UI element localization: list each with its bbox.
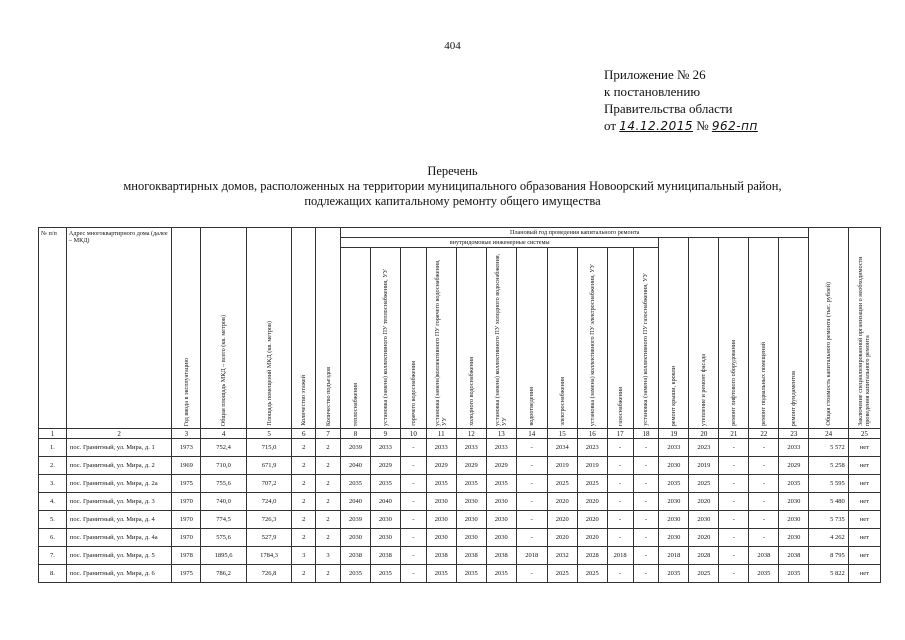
table-cell: 2 (292, 529, 316, 547)
table-cell: 2033 (370, 439, 400, 457)
number-label: № (696, 118, 709, 133)
table-cell: 2028 (577, 547, 607, 565)
header-cold-water: холодного водоснабжения (456, 248, 486, 429)
address-cell: пос. Гранитный, ул. Мира, д. 3 (66, 493, 171, 511)
table-cell: 740,0 (201, 493, 247, 511)
address-cell: пос. Гранитный, ул. Мира, д. 1 (66, 439, 171, 457)
table-cell: 2039 (340, 511, 370, 529)
table-cell: 2034 (547, 439, 577, 457)
address-cell: пос. Гранитный, ул. Мира, д. 6 (66, 565, 171, 583)
table-cell: - (633, 511, 659, 529)
table-cell: 2038 (779, 547, 809, 565)
table-cell: - (719, 475, 749, 493)
header-num: № п/п (39, 228, 67, 429)
table-cell: 2020 (577, 493, 607, 511)
table-cell: 2035 (486, 475, 516, 493)
table-cell: 1970 (172, 493, 201, 511)
table-cell: - (749, 493, 779, 511)
table-cell: 6. (39, 529, 67, 547)
table-cell: - (719, 547, 749, 565)
table-cell: 2030 (779, 493, 809, 511)
table-cell: 774,5 (201, 511, 247, 529)
table-row (39, 493, 881, 511)
table-cell: - (749, 529, 779, 547)
header-entrances: Количество подъездов (316, 228, 341, 429)
table-cell: 1. (39, 439, 67, 457)
column-number: 9 (370, 429, 400, 439)
header-electricity-meter: установка (замена) коллективного ПУ электроснабжения, УУ (577, 248, 607, 429)
column-number: 25 (848, 429, 880, 439)
column-number: 14 (516, 429, 547, 439)
table-cell: 2020 (689, 529, 719, 547)
column-number: 8 (340, 429, 370, 439)
table-cell: 755,6 (201, 475, 247, 493)
table-cell: нет (848, 439, 880, 457)
table-cell: 752,4 (201, 439, 247, 457)
table-cell: 724,0 (246, 493, 292, 511)
table-cell: 2029 (486, 457, 516, 475)
table-cell: 1978 (172, 547, 201, 565)
table-cell: - (607, 511, 633, 529)
title-line-2: многоквартирных домов, расположенных на территории муниципального образования Новоорский муниципальный район, (123, 179, 782, 193)
header-facade: утепление и ремонт фасада (689, 238, 719, 429)
table-cell: - (749, 475, 779, 493)
header-address: Адрес многоквартирного дома (далее – МКД) (66, 228, 171, 429)
table-cell: 2040 (340, 493, 370, 511)
table-cell: 2019 (547, 457, 577, 475)
header-plan-group: Плановый год проведения капитального ремонта (340, 228, 809, 238)
table-cell: 786,2 (201, 565, 247, 583)
table-cell: 2 (316, 529, 341, 547)
table-cell: - (749, 511, 779, 529)
column-number: 11 (426, 429, 456, 439)
table-cell: 5 572 (809, 439, 848, 457)
address-cell: пос. Гранитный, ул. Мира, д. 4 (66, 511, 171, 529)
table-cell: 5. (39, 511, 67, 529)
table-cell: 2020 (689, 493, 719, 511)
table-cell: 2 (316, 565, 341, 583)
table-cell: 2 (316, 475, 341, 493)
table-cell: 2035 (370, 475, 400, 493)
header-elevator: ремонт лифтового оборудования (719, 238, 749, 429)
table-cell: 8 795 (809, 547, 848, 565)
table-cell: - (400, 511, 426, 529)
table-cell: 2035 (659, 565, 689, 583)
table-cell: 2 (316, 511, 341, 529)
table-cell: 4. (39, 493, 67, 511)
appendix-block (604, 66, 758, 135)
table-cell: 671,9 (246, 457, 292, 475)
header-premises-area: Площадь помещений МКД (кв. метров) (246, 228, 292, 429)
table-cell: 2030 (456, 493, 486, 511)
table-cell: - (719, 511, 749, 529)
table-cell: нет (848, 565, 880, 583)
table-cell: - (607, 493, 633, 511)
table-cell: 2028 (689, 547, 719, 565)
table-cell: 2033 (486, 439, 516, 457)
table-cell: 2035 (456, 475, 486, 493)
table-cell: 2018 (607, 547, 633, 565)
column-number: 21 (719, 429, 749, 439)
table-cell: 2030 (659, 493, 689, 511)
table-cell: 726,8 (246, 565, 292, 583)
table-cell: 5 595 (809, 475, 848, 493)
page-number: 404 (444, 40, 461, 52)
header-gas: газоснабжения (607, 248, 633, 429)
header-hot-water-meter: установка (замена)коллективного ПУ горячего водоснабжения, УУ (426, 248, 456, 429)
address-cell: пос. Гранитный, ул. Мира, д. 2а (66, 475, 171, 493)
table-cell: 2 (292, 475, 316, 493)
header-heating: теплоснабжения (340, 248, 370, 429)
table-cell: 2040 (340, 457, 370, 475)
header-gas-meter: установка (замена) коллективного ПУ газоснабжения, УУ (633, 248, 659, 429)
table-cell: - (749, 457, 779, 475)
table-cell: - (516, 565, 547, 583)
header-expertise: Заключение специализированной организации о необходимости проведения капитального ремонта (848, 228, 880, 429)
column-number: 10 (400, 429, 426, 439)
table-cell: 2035 (779, 475, 809, 493)
table-cell: 2030 (456, 511, 486, 529)
table-cell: - (749, 439, 779, 457)
address-cell: пос. Гранитный, ул. Мира, д. 5 (66, 547, 171, 565)
table-cell: 2035 (779, 565, 809, 583)
table-cell: 2035 (370, 565, 400, 583)
table-cell: 4 262 (809, 529, 848, 547)
table-cell: 2030 (486, 493, 516, 511)
table-cell: 1973 (172, 439, 201, 457)
table-cell: 2029 (370, 457, 400, 475)
table-cell: 2030 (659, 529, 689, 547)
table-cell: 2025 (577, 475, 607, 493)
table-cell: нет (848, 547, 880, 565)
table-cell: - (400, 493, 426, 511)
table-cell: 5 480 (809, 493, 848, 511)
table-cell: - (633, 565, 659, 583)
table-cell: 2030 (426, 511, 456, 529)
table-cell: 2035 (456, 565, 486, 583)
table-cell: 2025 (577, 565, 607, 583)
table-cell: 2 (292, 493, 316, 511)
column-number: 6 (292, 429, 316, 439)
table-cell: 1784,3 (246, 547, 292, 565)
table-cell: 2030 (426, 493, 456, 511)
table-cell: 707,2 (246, 475, 292, 493)
table-cell: 2030 (426, 529, 456, 547)
table-cell: - (607, 529, 633, 547)
table-cell: 2025 (547, 475, 577, 493)
column-number: 13 (486, 429, 516, 439)
column-number: 17 (607, 429, 633, 439)
from-label: от (604, 118, 617, 133)
table-cell: 8. (39, 565, 67, 583)
table-cell: 527,9 (246, 529, 292, 547)
repair-schedule-table (38, 227, 881, 583)
header-electricity: электроснабжения (547, 248, 577, 429)
table-cell: 710,0 (201, 457, 247, 475)
table-row (39, 457, 881, 475)
table-cell: 2035 (749, 565, 779, 583)
table-cell: - (516, 511, 547, 529)
table-cell: 2020 (547, 529, 577, 547)
table-body (39, 439, 881, 583)
table-row (39, 547, 881, 565)
table-cell: 2035 (340, 565, 370, 583)
table-cell: - (719, 529, 749, 547)
table-cell: - (633, 529, 659, 547)
table-cell: 726,3 (246, 511, 292, 529)
table-cell: 2030 (659, 511, 689, 529)
table-cell: 3 (316, 547, 341, 565)
table-cell: 2030 (486, 511, 516, 529)
table-cell: 2038 (749, 547, 779, 565)
table-cell: 2030 (486, 529, 516, 547)
table-cell: 2032 (547, 547, 577, 565)
table-row (39, 565, 881, 583)
appendix-line-3: Правительства области (604, 101, 733, 116)
table-cell: 2019 (689, 457, 719, 475)
table-cell: 2020 (577, 511, 607, 529)
table-cell: 2033 (779, 439, 809, 457)
column-number: 16 (577, 429, 607, 439)
appendix-line-1: Приложение № 26 (604, 67, 706, 82)
header-systems-group: внутридомовые инженерные системы (340, 238, 658, 248)
table-cell: 2 (292, 457, 316, 475)
table-cell: 2018 (516, 547, 547, 565)
header-floors: Количество этажей (292, 228, 316, 429)
table-cell: - (400, 529, 426, 547)
header-year-built: Год ввода в эксплуатацию (172, 228, 201, 429)
column-number: 3 (172, 429, 201, 439)
table-cell: - (633, 547, 659, 565)
table-cell: - (633, 475, 659, 493)
table-cell: 2040 (370, 493, 400, 511)
table-cell: - (516, 493, 547, 511)
column-number: 23 (779, 429, 809, 439)
column-number: 12 (456, 429, 486, 439)
table-row (39, 475, 881, 493)
column-number: 18 (633, 429, 659, 439)
table-cell: 3 (292, 547, 316, 565)
table-cell: - (719, 493, 749, 511)
table-cell: 2033 (426, 439, 456, 457)
table-cell: 2030 (689, 511, 719, 529)
address-cell: пос. Гранитный, ул. Мира, д. 2 (66, 457, 171, 475)
table-cell: 2 (292, 439, 316, 457)
table-cell: 2035 (426, 475, 456, 493)
column-number: 24 (809, 429, 848, 439)
table-cell: 2030 (370, 511, 400, 529)
table-cell: 1970 (172, 511, 201, 529)
table-row (39, 439, 881, 457)
table-cell: 2030 (779, 511, 809, 529)
table-cell: 2029 (426, 457, 456, 475)
column-number: 7 (316, 429, 341, 439)
table-cell: 2023 (577, 439, 607, 457)
table-cell: нет (848, 475, 880, 493)
column-number: 19 (659, 429, 689, 439)
column-number-row (39, 429, 881, 439)
table-cell: - (400, 547, 426, 565)
table-cell: - (633, 439, 659, 457)
table-cell: 2 (292, 565, 316, 583)
table-cell: - (400, 439, 426, 457)
table-cell: 2038 (486, 547, 516, 565)
table-cell: 2033 (659, 439, 689, 457)
table-cell: 2038 (426, 547, 456, 565)
table-cell: 5 822 (809, 565, 848, 583)
table-cell: 2030 (659, 457, 689, 475)
table-cell: 2018 (659, 547, 689, 565)
table-cell: - (633, 457, 659, 475)
table-cell: - (607, 457, 633, 475)
column-number: 5 (246, 429, 292, 439)
table-cell: 2038 (340, 547, 370, 565)
column-number: 2 (66, 429, 171, 439)
table-cell: 2035 (486, 565, 516, 583)
table-cell: - (719, 439, 749, 457)
address-cell: пос. Гранитный, ул. Мира, д. 4а (66, 529, 171, 547)
header-total-area: Общая площадь МКД – всего (кв. метров) (201, 228, 247, 429)
table-cell: 5 735 (809, 511, 848, 529)
header-heating-meter: установка (замена) коллективного ПУ теплоснабжения, УУ (370, 248, 400, 429)
table-cell: 715,0 (246, 439, 292, 457)
table-cell: 2020 (547, 493, 577, 511)
table-cell: 2 (316, 457, 341, 475)
table-cell: 2 (292, 511, 316, 529)
table-cell: 2 (316, 493, 341, 511)
decree-date: 14.12.2015 (619, 119, 693, 133)
table-cell: 2 (316, 439, 341, 457)
table-cell: 2029 (779, 457, 809, 475)
table-cell: нет (848, 457, 880, 475)
table-cell: 2038 (370, 547, 400, 565)
table-cell: 2030 (456, 529, 486, 547)
header-cold-water-meter: установка (замена) коллективного ПУ холодного водоснабжения, УУ (486, 248, 516, 429)
table-cell: - (400, 565, 426, 583)
column-number: 15 (547, 429, 577, 439)
table-cell: нет (848, 529, 880, 547)
table-row (39, 511, 881, 529)
document-title (60, 164, 845, 209)
appendix-line-2: к постановлению (604, 84, 701, 99)
table-cell: 2033 (456, 439, 486, 457)
header-drainage: водоотведения (516, 248, 547, 429)
table-cell: 2030 (779, 529, 809, 547)
table-cell: 2039 (340, 439, 370, 457)
table-cell: - (516, 475, 547, 493)
table-cell: 1970 (172, 529, 201, 547)
table-cell: 2025 (689, 565, 719, 583)
table-cell: - (516, 439, 547, 457)
header-roof: ремонт крыши, кровли (659, 238, 689, 429)
table-cell: 7. (39, 547, 67, 565)
header-foundation: ремонт фундаментов (779, 238, 809, 429)
table-cell: 2. (39, 457, 67, 475)
table-cell: 3. (39, 475, 67, 493)
table-cell: - (633, 493, 659, 511)
table-cell: - (607, 475, 633, 493)
header-total-cost: Общая стоимость капитального ремонта (тыс. рублей) (809, 228, 848, 429)
table-row (39, 529, 881, 547)
table-cell: - (400, 457, 426, 475)
column-number: 20 (689, 429, 719, 439)
title-line-3: подлежащих капитальному ремонту общего имущества (304, 194, 601, 208)
table-cell: - (400, 475, 426, 493)
table-cell: - (719, 457, 749, 475)
column-number: 1 (39, 429, 67, 439)
table-cell: 2023 (689, 439, 719, 457)
table-cell: - (516, 529, 547, 547)
table-cell: - (607, 565, 633, 583)
table-cell: 5 258 (809, 457, 848, 475)
table-cell: нет (848, 511, 880, 529)
table-cell: 2019 (577, 457, 607, 475)
table-cell: - (719, 565, 749, 583)
table-cell: 2025 (689, 475, 719, 493)
column-number: 22 (749, 429, 779, 439)
table-cell: 1969 (172, 457, 201, 475)
decree-number: 962-пп (711, 119, 758, 133)
table-cell: 1975 (172, 565, 201, 583)
table-cell: - (607, 439, 633, 457)
table-cell: 2029 (456, 457, 486, 475)
header-basement: ремонт подвальных помещений (749, 238, 779, 429)
table-cell: 2030 (370, 529, 400, 547)
table-cell: 2038 (456, 547, 486, 565)
table-cell: 2025 (547, 565, 577, 583)
title-line-1: Перечень (427, 164, 478, 178)
column-number: 4 (201, 429, 247, 439)
table-cell: 2035 (426, 565, 456, 583)
table-cell: 2035 (659, 475, 689, 493)
table-cell: 2020 (577, 529, 607, 547)
table-cell: - (516, 457, 547, 475)
table-cell: 2020 (547, 511, 577, 529)
table-cell: 2035 (340, 475, 370, 493)
table-cell: 575,6 (201, 529, 247, 547)
appendix-line-4 (604, 117, 758, 135)
table-cell: 1975 (172, 475, 201, 493)
table-cell: нет (848, 493, 880, 511)
header-hot-water: горячего водоснабжения (400, 248, 426, 429)
table-cell: 2030 (340, 529, 370, 547)
table-cell: 1895,6 (201, 547, 247, 565)
